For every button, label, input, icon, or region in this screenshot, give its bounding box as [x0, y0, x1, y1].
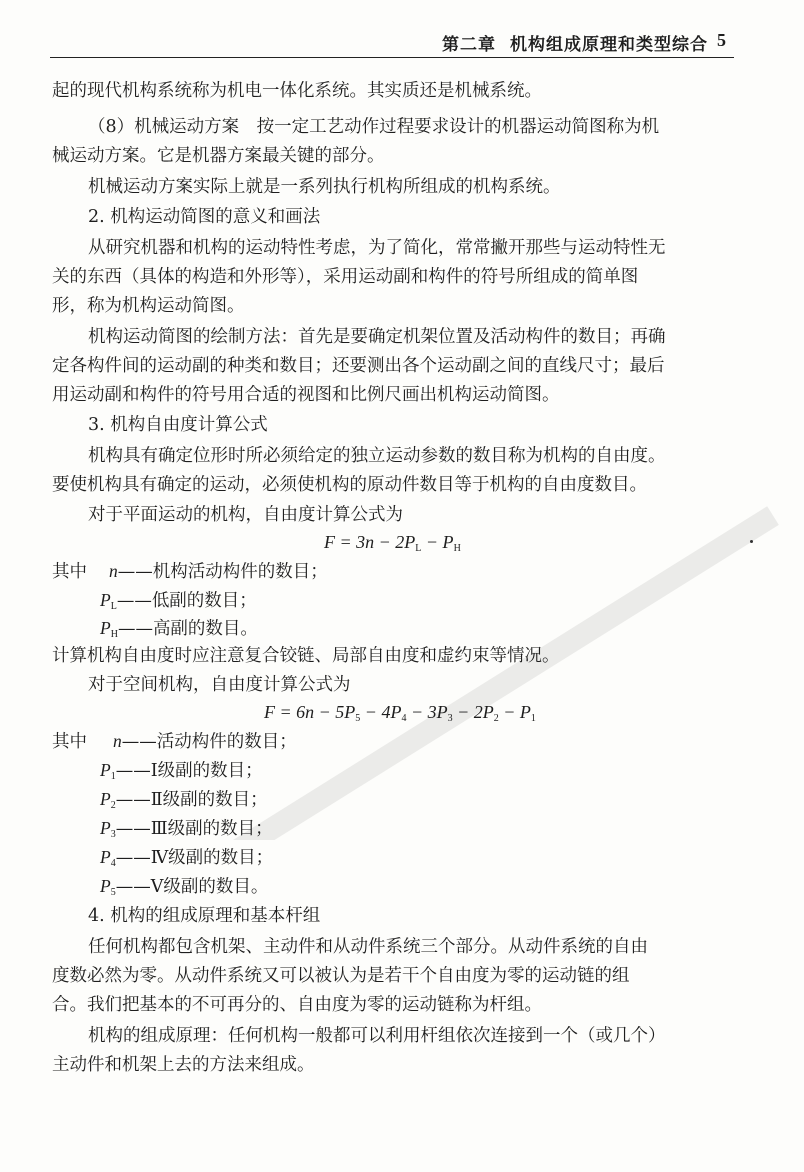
- definition-line: [52, 560, 328, 583]
- definition-text: ——活动构件的数目；: [121, 732, 297, 752]
- symbol-p4: $P_4$: [100, 847, 116, 869]
- definition-line: [100, 875, 268, 904]
- paragraph-line: 机构的组成原理：任何机构一般都可以利用杆组依次连接到一个（或几个）: [88, 1026, 666, 1046]
- definition-text: ——高副的数目。: [117, 619, 258, 639]
- definition-line: [100, 846, 273, 875]
- definition-line: [100, 589, 257, 618]
- paragraph-line: 起的现代机构系统称为机电一体化系统。其实质还是机械系统。: [52, 81, 542, 101]
- symbol-pl: $P_L$: [100, 590, 117, 612]
- paragraph-line: 用运动副和构件的符号用合适的视图和比例尺画出机构运动简图。: [52, 385, 560, 405]
- paragraph-line: （8）机械运动方案 按一定工艺动作过程要求设计的机器运动简图称为机: [88, 117, 660, 137]
- definition-text: ——低副的数目；: [116, 591, 257, 611]
- definition-text: ——Ⅱ级副的数目；: [115, 790, 268, 810]
- definition-line: [100, 788, 268, 817]
- paragraph-line: 械运动方案。它是机器方案最关键的部分。: [52, 146, 385, 166]
- chapter-title: 机构组成原理和类型综合: [510, 35, 708, 55]
- paragraph-line: 要使机构具有确定的运动，必须使机构的原动件数目等于机构的自由度数目。: [52, 475, 647, 495]
- definition-text: ——Ⅳ级副的数目；: [115, 848, 274, 868]
- symbol-p2: $P_2$: [100, 789, 116, 811]
- definition-line: [100, 817, 273, 846]
- where-label: 其中: [52, 732, 87, 752]
- definition-text: ——机构活动构件的数目；: [117, 562, 328, 582]
- section-heading: 3. 机构自由度计算公式: [88, 415, 268, 435]
- definition-text: ——Ⅰ级副的数目；: [115, 761, 263, 781]
- chapter-heading: [428, 30, 708, 55]
- paragraph-line: 机构具有确定位形时所必须给定的独立运动参数的数目称为机构的自由度。: [88, 446, 666, 466]
- definition-text: ——Ⅴ级副的数目。: [115, 877, 269, 897]
- chapter-label: 第二章: [442, 35, 496, 55]
- paragraph-line: 机械运动方案实际上就是一系列执行机构所组成的机构系统。: [88, 177, 561, 197]
- paragraph-line: 定各构件间的运动副的种类和数目；还要测出各个运动副之间的直线尺寸；最后: [52, 356, 665, 376]
- symbol-n: n: [113, 731, 122, 751]
- definition-line: [100, 617, 258, 646]
- paragraph-line: 度数必然为零。从动件系统又可以被认为是若干个自由度为零的运动链的组: [52, 966, 630, 986]
- symbol-p3: $P_3$: [100, 818, 116, 840]
- symbol-n: n: [109, 561, 118, 581]
- symbol-ph: $P_H$: [100, 618, 118, 640]
- planar-dof-formula: $F = 3n - 2P_L - P_H$: [324, 532, 461, 554]
- paragraph-line: 对于平面运动的机构，自由度计算公式为: [88, 505, 403, 525]
- paragraph-line: 对于空间机构，自由度计算公式为: [88, 675, 351, 695]
- paragraph-line: 计算机构自由度时应注意复合铰链、局部自由度和虚约束等情况。: [52, 646, 560, 666]
- section-heading: 2. 机构运动简图的意义和画法: [88, 207, 321, 227]
- paragraph-line: 任何机构都包含机架、主动件和从动件系统三个部分。从动件系统的自由: [88, 937, 648, 957]
- section-heading: 4. 机构的组成原理和基本杆组: [88, 906, 321, 926]
- definition-line: [100, 759, 263, 788]
- paragraph-line: 主动件和机架上去的方法来组成。: [52, 1055, 315, 1075]
- paragraph-line: 机构运动简图的绘制方法：首先是要确定机架位置及活动构件的数目；再确: [88, 327, 666, 347]
- symbol-p1: $P_1$: [100, 760, 116, 782]
- header-rule: [50, 57, 734, 58]
- paragraph-line: 关的东西（具体的构造和外形等），采用运动副和构件的符号所组成的简单图: [52, 267, 639, 287]
- paragraph-line: 从研究机器和机构的运动特性考虑，为了简化，常常撇开那些与运动特性无: [88, 238, 666, 258]
- page-number: 5: [717, 30, 726, 50]
- paragraph-line: 形，称为机构运动简图。: [52, 296, 245, 316]
- spatial-dof-formula: $F = 6n - 5P_5 - 4P_4 - 3P_3 - 2P_2 - P_1$: [264, 702, 536, 724]
- where-label: 其中: [52, 562, 87, 582]
- definition-text: ——Ⅲ级副的数目；: [115, 819, 273, 839]
- stray-dot: [750, 540, 753, 543]
- symbol-p5: $P_5$: [100, 876, 116, 898]
- running-header: [0, 0, 804, 58]
- paragraph-line: 合。我们把基本的不可再分的、自由度为零的运动链称为杆组。: [52, 995, 542, 1015]
- definition-line: [52, 730, 297, 753]
